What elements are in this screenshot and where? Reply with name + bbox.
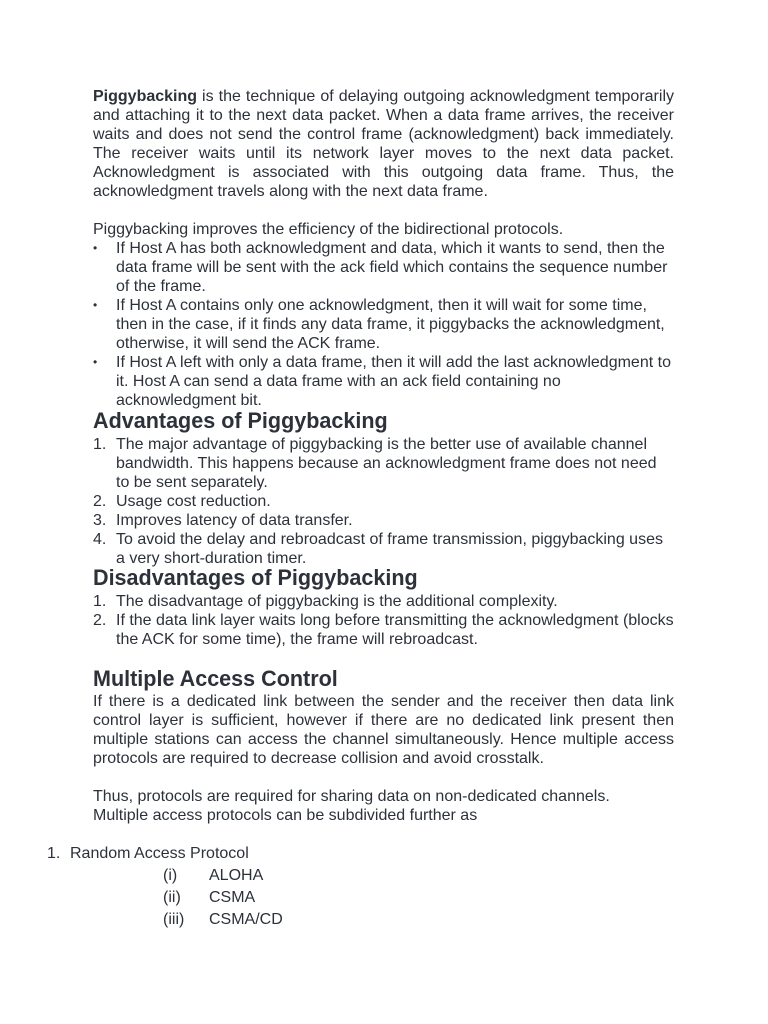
protocol-sub-list	[163, 866, 740, 932]
advantages-list	[93, 435, 674, 568]
list-number: 3.	[93, 512, 107, 529]
list-item-text: If the data link layer waits long before transmitting the acknowledgment (blocks the ACK for some time), the frame will rebroadcast.	[116, 612, 674, 648]
advantages-heading: Advantages of Piggybacking	[93, 408, 388, 433]
list-item	[93, 239, 674, 296]
list-item-text: The disadvantage of piggybacking is the additional complexity.	[116, 593, 558, 610]
list-item	[93, 353, 674, 410]
roman-numeral: (i)	[163, 867, 178, 884]
list-item-text: If Host A has both acknowledgment and data, which it wants to send, then the data frame will be sent with the ack field which contains the sequence number of the frame.	[116, 240, 668, 295]
multiple-access-line-3: Multiple access protocols can be subdivided further as	[93, 807, 478, 824]
list-item	[93, 492, 674, 511]
intro-paragraph-text: is the technique of delaying outgoing acknowledgment temporarily and attaching it to the next data packet. When a data frame arrives, the receiver waits and does not send the control frame (acknowledgment) back immediately. The receiver waits until its network layer moves to the next data packet. Acknowledgment is associated with this outgoing data frame. Thus, the acknowledgment travels along with the next data frame.	[93, 88, 674, 200]
list-number: 2.	[93, 612, 107, 629]
multiple-access-paragraph: If there is a dedicated link between the sender and the receiver then data link control layer is sufficient, however if there are no dedicated link present then multiple stations can access the channel simultaneously. Hence multiple access protocols are required to decrease collision and avoid crosstalk.	[93, 693, 674, 767]
list-item	[93, 592, 674, 611]
host-bullet-list	[93, 239, 674, 410]
list-item	[93, 435, 674, 492]
list-item	[163, 888, 740, 910]
list-item	[47, 844, 647, 932]
list-item-text: If Host A contains only one acknowledgment, then it will wait for some time, then in the case, if it finds any data frame, it piggybacks the acknowledgment, otherwise, it will send the ACK frame.	[116, 297, 665, 352]
multiple-access-line-2: Thus, protocols are required for sharing data on non-dedicated channels.	[93, 788, 610, 805]
list-item	[93, 511, 674, 530]
sub-item-text: ALOHA	[209, 867, 264, 884]
list-number: 1.	[93, 593, 107, 610]
disadvantages-heading: Disadvantages of Piggybacking	[93, 565, 418, 590]
list-item	[93, 296, 674, 353]
bullet-marker: •	[93, 298, 98, 312]
bullet-marker: •	[93, 241, 98, 255]
list-number: 1.	[93, 436, 107, 453]
disadvantages-list	[93, 592, 674, 649]
list-item	[93, 530, 674, 568]
list-item-text: Improves latency of data transfer.	[116, 512, 353, 529]
sub-item-text: CSMA/CD	[209, 911, 283, 928]
efficiency-line: Piggybacking improves the efficiency of the bidirectional protocols.	[93, 221, 564, 238]
list-item-text: Usage cost reduction.	[116, 493, 271, 510]
list-number: 4.	[93, 531, 107, 548]
intro-paragraph	[93, 87, 674, 201]
roman-numeral: (iii)	[163, 911, 185, 928]
list-number: 2.	[93, 493, 107, 510]
roman-numeral: (ii)	[163, 889, 181, 906]
list-item	[163, 910, 740, 932]
sub-item-text: CSMA	[209, 889, 256, 906]
multiple-access-heading: Multiple Access Control	[93, 666, 338, 691]
list-item-text: To avoid the delay and rebroadcast of frame transmission, piggybacking uses a very short-duration timer.	[116, 531, 663, 567]
list-item	[163, 866, 740, 888]
list-number: 1.	[47, 845, 61, 862]
protocol-label: Random Access Protocol	[70, 845, 249, 862]
bullet-marker: •	[93, 355, 98, 369]
protocol-list	[47, 844, 647, 932]
list-item	[93, 611, 674, 649]
list-item-text: If Host A left with only a data frame, then it will add the last acknowledgment to it. Host A can send a data frame with an ack field containing no acknowledgment bit.	[116, 354, 671, 409]
list-item-text: The major advantage of piggybacking is the better use of available channel bandwidth. This happens because an acknowledgment frame does not need to be sent separately.	[116, 436, 657, 491]
piggybacking-term: Piggybacking	[93, 88, 198, 105]
